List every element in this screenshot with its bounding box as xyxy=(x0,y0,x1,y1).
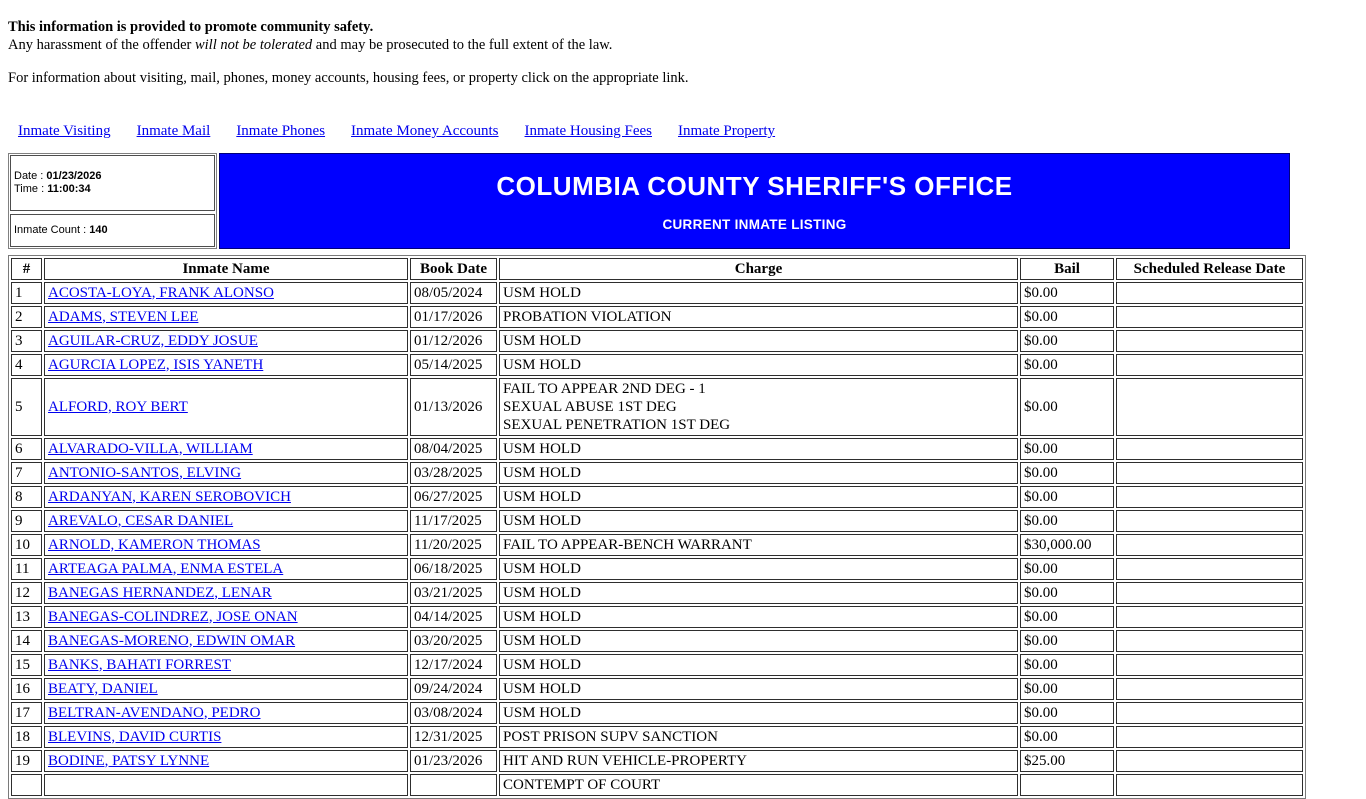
row-number: 16 xyxy=(11,678,42,700)
inmate-name-link[interactable]: ANTONIO-SANTOS, ELVING xyxy=(48,464,242,481)
charge: FAIL TO APPEAR 2ND DEG - 1 SEXUAL ABUSE 1ST DEG SEXUAL PENETRATION 1ST DEG xyxy=(499,378,1018,436)
table-row xyxy=(11,726,1303,748)
row-number: 13 xyxy=(11,606,42,628)
page-header xyxy=(8,153,1290,249)
scheduled-release-date xyxy=(1116,558,1303,580)
bail-amount: $0.00 xyxy=(1020,438,1114,460)
bail-amount: $30,000.00 xyxy=(1020,534,1114,556)
bail-amount: $0.00 xyxy=(1020,378,1114,436)
charge: USM HOLD xyxy=(499,654,1018,676)
scheduled-release-date xyxy=(1116,774,1303,796)
inmate-name-link[interactable]: BODINE, PATSY LYNNE xyxy=(48,752,210,769)
inmate-name-link[interactable]: AGUILAR-CRUZ, EDDY JOSUE xyxy=(48,332,258,349)
inmate-name-cell xyxy=(44,774,408,796)
scheduled-release-date xyxy=(1116,330,1303,352)
book-date: 01/13/2026 xyxy=(410,378,497,436)
book-date: 03/20/2025 xyxy=(410,630,497,652)
book-date: 08/04/2025 xyxy=(410,438,497,460)
row-number xyxy=(11,774,42,796)
inmate-name-cell xyxy=(44,654,408,676)
table-row xyxy=(11,654,1303,676)
inmate-name-link[interactable]: BELTRAN-AVENDANO, PEDRO xyxy=(48,704,261,721)
info-line: For information about visiting, mail, phones, money accounts, housing fees, or property click on the appropriate link. xyxy=(8,70,689,86)
charge: USM HOLD xyxy=(499,606,1018,628)
scheduled-release-date xyxy=(1116,750,1303,772)
book-date: 12/31/2025 xyxy=(410,726,497,748)
row-number: 3 xyxy=(11,330,42,352)
scheduled-release-date xyxy=(1116,438,1303,460)
book-date: 09/24/2024 xyxy=(410,678,497,700)
scheduled-release-date xyxy=(1116,282,1303,304)
nav-link-inmate-property[interactable]: Inmate Property xyxy=(678,123,776,139)
date-line: Date : 01/23/2026 xyxy=(14,169,102,182)
date-value: 01/23/2026 xyxy=(46,169,102,182)
inmate-name-link[interactable]: BLEVINS, DAVID CURTIS xyxy=(48,728,222,745)
inmate-name-cell xyxy=(44,306,408,328)
row-number: 15 xyxy=(11,654,42,676)
inmate-name-cell xyxy=(44,750,408,772)
inmate-name-cell xyxy=(44,606,408,628)
bail-amount: $25.00 xyxy=(1020,750,1114,772)
charge: USM HOLD xyxy=(499,282,1018,304)
date-time-box xyxy=(10,155,215,211)
table-row xyxy=(11,282,1303,304)
inmate-name-cell xyxy=(44,462,408,484)
inmate-name-link[interactable]: BANEGAS HERNANDEZ, LENAR xyxy=(48,584,272,601)
inmate-name-cell xyxy=(44,726,408,748)
inmate-name-cell xyxy=(44,558,408,580)
book-date: 06/18/2025 xyxy=(410,558,497,580)
row-number: 2 xyxy=(11,306,42,328)
bail-amount: $0.00 xyxy=(1020,510,1114,532)
charge: USM HOLD xyxy=(499,558,1018,580)
col-header-inmate-name: Inmate Name xyxy=(44,258,408,280)
charge: USM HOLD xyxy=(499,486,1018,508)
bail-amount: $0.00 xyxy=(1020,462,1114,484)
banner xyxy=(219,153,1290,249)
charge: USM HOLD xyxy=(499,582,1018,604)
inmate-count-value: 140 xyxy=(89,223,108,236)
scheduled-release-date xyxy=(1116,462,1303,484)
scheduled-release-date xyxy=(1116,726,1303,748)
row-number: 18 xyxy=(11,726,42,748)
table-row xyxy=(11,462,1303,484)
row-number: 8 xyxy=(11,486,42,508)
row-number: 11 xyxy=(11,558,42,580)
inmate-name-link[interactable]: ADAMS, STEVEN LEE xyxy=(48,308,199,325)
inmate-name-link[interactable]: BEATY, DANIEL xyxy=(48,680,158,697)
inmate-name-link[interactable]: ARNOLD, KAMERON THOMAS xyxy=(48,536,261,553)
book-date: 03/28/2025 xyxy=(410,462,497,484)
time-value: 11:00:34 xyxy=(47,182,91,195)
nav-link-inmate-money-accounts[interactable]: Inmate Money Accounts xyxy=(351,123,499,139)
inmate-name-link[interactable]: ALFORD, ROY BERT xyxy=(48,398,188,415)
inmate-name-cell xyxy=(44,678,408,700)
row-number: 10 xyxy=(11,534,42,556)
row-number: 4 xyxy=(11,354,42,376)
charge: CONTEMPT OF COURT xyxy=(499,774,1018,796)
inmate-name-link[interactable]: ARDANYAN, KAREN SEROBOVICH xyxy=(48,488,291,505)
inmate-name-cell xyxy=(44,486,408,508)
table-row xyxy=(11,486,1303,508)
col-header-book-date: Book Date xyxy=(410,258,497,280)
table-row xyxy=(11,558,1303,580)
bail-amount: $0.00 xyxy=(1020,306,1114,328)
charge: FAIL TO APPEAR-BENCH WARRANT xyxy=(499,534,1018,556)
book-date: 03/08/2024 xyxy=(410,702,497,724)
book-date: 01/17/2026 xyxy=(410,306,497,328)
header-info-column xyxy=(8,153,217,249)
scheduled-release-date xyxy=(1116,654,1303,676)
table-row xyxy=(11,534,1303,556)
bail-amount: $0.00 xyxy=(1020,486,1114,508)
bail-amount: $0.00 xyxy=(1020,354,1114,376)
bail-amount: $0.00 xyxy=(1020,558,1114,580)
safety-notice xyxy=(8,18,1358,54)
scheduled-release-date xyxy=(1116,534,1303,556)
inmate-name-cell xyxy=(44,438,408,460)
nav-link-inmate-phones[interactable]: Inmate Phones xyxy=(236,123,326,139)
charge: USM HOLD xyxy=(499,330,1018,352)
inmate-name-link[interactable]: ARTEAGA PALMA, ENMA ESTELA xyxy=(48,560,284,577)
inmate-name-link[interactable]: AGURCIA LOPEZ, ISIS YANETH xyxy=(48,356,264,373)
bail-amount: $0.00 xyxy=(1020,678,1114,700)
notice-line-2: Any harassment of the offender will not be tolerated and may be prosecuted to the full extent of the law. xyxy=(8,37,613,53)
bail-amount: $0.00 xyxy=(1020,582,1114,604)
book-date: 08/05/2024 xyxy=(410,282,497,304)
row-number: 12 xyxy=(11,582,42,604)
bail-amount: $0.00 xyxy=(1020,606,1114,628)
inmate-name-link[interactable]: BANEGAS-COLINDREZ, JOSE ONAN xyxy=(48,608,298,625)
table-row xyxy=(11,630,1303,652)
page-subtitle: CURRENT INMATE LISTING xyxy=(662,216,847,232)
table-row xyxy=(11,438,1303,460)
book-date xyxy=(410,774,497,796)
row-number: 6 xyxy=(11,438,42,460)
table-row xyxy=(11,378,1303,436)
book-date: 01/23/2026 xyxy=(410,750,497,772)
inmate-name-cell xyxy=(44,378,408,436)
scheduled-release-date xyxy=(1116,630,1303,652)
row-number: 17 xyxy=(11,702,42,724)
book-date: 05/14/2025 xyxy=(410,354,497,376)
charge: POST PRISON SUPV SANCTION xyxy=(499,726,1018,748)
nav-link-inmate-visiting[interactable]: Inmate Visiting xyxy=(18,123,111,139)
inmate-table xyxy=(8,255,1306,799)
row-number: 19 xyxy=(11,750,42,772)
charge: USM HOLD xyxy=(499,354,1018,376)
row-number: 5 xyxy=(11,378,42,436)
inmate-links xyxy=(18,123,1358,140)
book-date: 12/17/2024 xyxy=(410,654,497,676)
table-row xyxy=(11,354,1303,376)
book-date: 01/12/2026 xyxy=(410,330,497,352)
charge: USM HOLD xyxy=(499,438,1018,460)
table-row xyxy=(11,582,1303,604)
bail-amount: $0.00 xyxy=(1020,702,1114,724)
scheduled-release-date xyxy=(1116,678,1303,700)
scheduled-release-date xyxy=(1116,606,1303,628)
row-number: 14 xyxy=(11,630,42,652)
inmate-name-cell xyxy=(44,534,408,556)
scheduled-release-date xyxy=(1116,486,1303,508)
scheduled-release-date xyxy=(1116,702,1303,724)
book-date: 06/27/2025 xyxy=(410,486,497,508)
inmate-name-cell xyxy=(44,702,408,724)
row-number: 1 xyxy=(11,282,42,304)
table-header-row xyxy=(11,258,1303,280)
inmate-name-cell xyxy=(44,582,408,604)
table-row xyxy=(11,510,1303,532)
nav-link-inmate-housing-fees[interactable]: Inmate Housing Fees xyxy=(524,123,652,139)
time-line: Time : 11:00:34 xyxy=(14,182,91,195)
table-row xyxy=(11,702,1303,724)
notice-line-1: This information is provided to promote community safety. xyxy=(8,19,374,35)
inmate-table-body xyxy=(11,282,1303,796)
bail-amount: $0.00 xyxy=(1020,726,1114,748)
table-row xyxy=(11,306,1303,328)
inmate-name-link[interactable]: ALVARADO-VILLA, WILLIAM xyxy=(48,440,253,457)
bail-amount: $0.00 xyxy=(1020,330,1114,352)
book-date: 04/14/2025 xyxy=(410,606,497,628)
notice-italic-phrase: will not be tolerated xyxy=(194,37,313,53)
table-row xyxy=(11,750,1303,772)
row-number: 9 xyxy=(11,510,42,532)
table-row xyxy=(11,774,1303,796)
count-line: Inmate Count : 140 xyxy=(14,223,108,236)
inmate-name-link[interactable]: AREVALO, CESAR DANIEL xyxy=(48,512,234,529)
scheduled-release-date xyxy=(1116,510,1303,532)
charge: USM HOLD xyxy=(499,630,1018,652)
charge: USM HOLD xyxy=(499,462,1018,484)
inmate-name-link[interactable]: ACOSTA-LOYA, FRANK ALONSO xyxy=(48,284,274,301)
col-header-bail: Bail xyxy=(1020,258,1114,280)
book-date: 03/21/2025 xyxy=(410,582,497,604)
book-date: 11/20/2025 xyxy=(410,534,497,556)
inmate-name-link[interactable]: BANEGAS-MORENO, EDWIN OMAR xyxy=(48,632,296,649)
inmate-name-cell xyxy=(44,282,408,304)
scheduled-release-date xyxy=(1116,354,1303,376)
charge: PROBATION VIOLATION xyxy=(499,306,1018,328)
bail-amount: $0.00 xyxy=(1020,630,1114,652)
inmate-name-cell xyxy=(44,630,408,652)
inmate-name-link[interactable]: BANKS, BAHATI FORREST xyxy=(48,656,231,673)
scheduled-release-date xyxy=(1116,378,1303,436)
charge: USM HOLD xyxy=(499,510,1018,532)
scheduled-release-date xyxy=(1116,306,1303,328)
bail-amount: $0.00 xyxy=(1020,282,1114,304)
inmate-name-cell xyxy=(44,354,408,376)
inmate-count-box xyxy=(10,214,215,247)
table-row xyxy=(11,678,1303,700)
book-date: 11/17/2025 xyxy=(410,510,497,532)
table-row xyxy=(11,606,1303,628)
col-header-scheduled-release-date: Scheduled Release Date xyxy=(1116,258,1303,280)
scheduled-release-date xyxy=(1116,582,1303,604)
bail-amount: $0.00 xyxy=(1020,654,1114,676)
charge: USM HOLD xyxy=(499,678,1018,700)
col-header-number: # xyxy=(11,258,42,280)
row-number: 7 xyxy=(11,462,42,484)
col-header-charge: Charge xyxy=(499,258,1018,280)
charge: HIT AND RUN VEHICLE-PROPERTY xyxy=(499,750,1018,772)
table-row xyxy=(11,330,1303,352)
nav-link-inmate-mail[interactable]: Inmate Mail xyxy=(136,123,211,139)
page-title: COLUMBIA COUNTY SHERIFF'S OFFICE xyxy=(496,170,1013,201)
bail-amount xyxy=(1020,774,1114,796)
charge: USM HOLD xyxy=(499,702,1018,724)
inmate-name-cell xyxy=(44,510,408,532)
inmate-name-cell xyxy=(44,330,408,352)
